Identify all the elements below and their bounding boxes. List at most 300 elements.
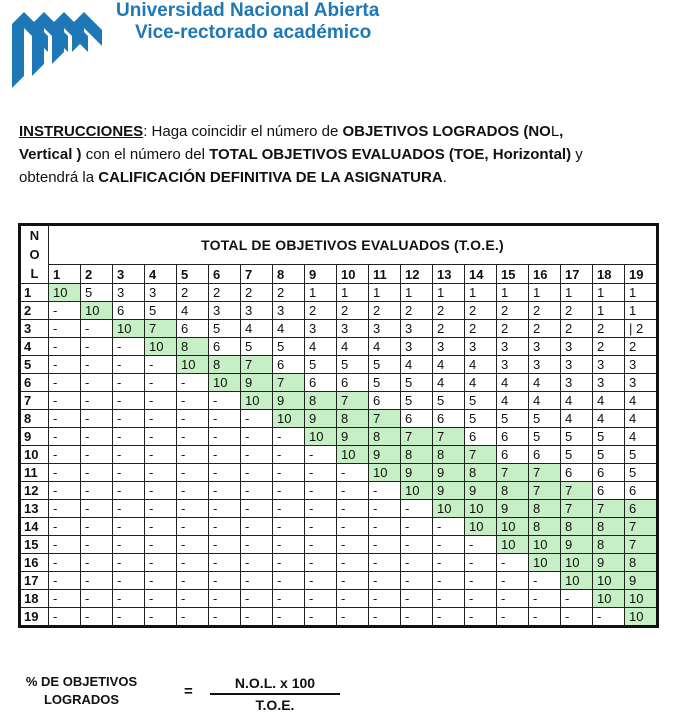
- grade-cell: -: [465, 536, 497, 554]
- grade-cell: 3: [593, 356, 625, 374]
- grade-cell: -: [49, 554, 81, 572]
- grade-cell: 10: [241, 392, 273, 410]
- grade-cell: -: [81, 338, 113, 356]
- grade-cell: -: [369, 554, 401, 572]
- grade-cell: -: [273, 536, 305, 554]
- grade-cell: 3: [625, 356, 658, 374]
- grade-cell: -: [113, 590, 145, 608]
- grade-cell: -: [273, 590, 305, 608]
- grade-cell: -: [49, 608, 81, 627]
- grade-cell: 6: [273, 356, 305, 374]
- instructions-bold-3: TOTAL OBJETIVOS EVALUADOS (TOE, Horizontal): [209, 146, 572, 163]
- grade-cell: 4: [465, 374, 497, 392]
- grade-cell: -: [337, 518, 369, 536]
- grade-cell: 5: [433, 392, 465, 410]
- grade-cell: -: [49, 536, 81, 554]
- grade-cell: -: [337, 554, 369, 572]
- grade-cell: -: [145, 356, 177, 374]
- grade-cell: -: [209, 392, 241, 410]
- grade-cell: -: [113, 500, 145, 518]
- grade-cell: 3: [593, 374, 625, 392]
- table-row: [20, 410, 658, 428]
- row-number: 4: [20, 338, 49, 356]
- grade-cell: -: [273, 464, 305, 482]
- grade-cell: 3: [401, 320, 433, 338]
- grade-cell: 9: [273, 392, 305, 410]
- grade-cell: -: [81, 374, 113, 392]
- formula-denominator: T.O.E.: [255, 697, 295, 713]
- grade-cell: -: [81, 536, 113, 554]
- grade-cell: 6: [337, 374, 369, 392]
- grade-cell: -: [401, 554, 433, 572]
- table-row: [20, 320, 658, 338]
- grade-cell: 3: [529, 356, 561, 374]
- grade-cell: -: [145, 554, 177, 572]
- row-number: 8: [20, 410, 49, 428]
- grade-cell: -: [369, 518, 401, 536]
- grade-cell: -: [337, 572, 369, 590]
- grade-cell: 9: [305, 410, 337, 428]
- grade-cell: 5: [625, 446, 658, 464]
- column-number: 11: [369, 265, 401, 284]
- row-number: 5: [20, 356, 49, 374]
- grade-cell: -: [177, 518, 209, 536]
- grade-cell: 2: [593, 338, 625, 356]
- grade-cell: 1: [369, 284, 401, 302]
- grade-cell: 9: [625, 572, 658, 590]
- table-row: [20, 302, 658, 320]
- grade-cell: 7: [241, 356, 273, 374]
- grade-cell: 4: [305, 338, 337, 356]
- grade-cell: -: [305, 500, 337, 518]
- grade-cell: -: [401, 608, 433, 627]
- grade-cell: 10: [49, 284, 81, 302]
- grade-cell: 10: [561, 554, 593, 572]
- table-row: [20, 464, 658, 482]
- grade-cell: -: [401, 572, 433, 590]
- grade-cell: -: [209, 590, 241, 608]
- grade-cell: 8: [529, 500, 561, 518]
- grade-cell: -: [433, 536, 465, 554]
- grade-cell: 5: [241, 338, 273, 356]
- grade-cell: -: [433, 590, 465, 608]
- column-number: 6: [209, 265, 241, 284]
- grade-cell: -: [81, 428, 113, 446]
- grade-cell: 1: [625, 284, 658, 302]
- grade-cell: -: [113, 572, 145, 590]
- column-number: 18: [593, 265, 625, 284]
- formula: [24, 673, 384, 718]
- grade-cell: 1: [305, 284, 337, 302]
- grade-cell: 8: [561, 518, 593, 536]
- grade-cell: -: [241, 464, 273, 482]
- grade-cell: 7: [401, 428, 433, 446]
- grade-cell: 9: [497, 500, 529, 518]
- grade-cell: 9: [369, 446, 401, 464]
- grade-cell: 5: [145, 302, 177, 320]
- grade-cell: 7: [625, 536, 658, 554]
- column-number: 8: [273, 265, 305, 284]
- row-number: 17: [20, 572, 49, 590]
- grade-cell: -: [81, 572, 113, 590]
- grade-cell: -: [177, 482, 209, 500]
- grade-cell: -: [209, 464, 241, 482]
- grade-cell: -: [273, 446, 305, 464]
- grade-cell: -: [177, 572, 209, 590]
- grade-cell: 4: [625, 428, 658, 446]
- grade-cell: 3: [145, 284, 177, 302]
- grade-cell: 7: [465, 446, 497, 464]
- grade-cell: 3: [369, 320, 401, 338]
- grade-cell: 4: [465, 356, 497, 374]
- formula-fraction: [210, 675, 340, 713]
- grade-cell: 1: [593, 302, 625, 320]
- grade-cell: 6: [625, 482, 658, 500]
- grade-cell: -: [81, 446, 113, 464]
- grade-cell: -: [401, 518, 433, 536]
- grade-cell: 3: [561, 356, 593, 374]
- grade-cell: -: [81, 500, 113, 518]
- column-number: 19: [625, 265, 658, 284]
- grade-cell: 2: [529, 320, 561, 338]
- grade-cell: -: [49, 410, 81, 428]
- grade-cell: -: [177, 392, 209, 410]
- formula-label: [24, 673, 139, 709]
- grade-cell: 10: [433, 500, 465, 518]
- grade-cell: -: [337, 608, 369, 627]
- grade-cell: -: [561, 590, 593, 608]
- grade-cell: -: [145, 518, 177, 536]
- grade-cell: -: [241, 590, 273, 608]
- grade-cell: 2: [337, 302, 369, 320]
- grade-cell: 4: [561, 392, 593, 410]
- grade-cell: 10: [465, 500, 497, 518]
- grade-cell: 4: [497, 392, 529, 410]
- grade-cell: -: [113, 392, 145, 410]
- grade-cell: 6: [625, 500, 658, 518]
- grade-cell: -: [81, 356, 113, 374]
- column-number: 1: [49, 265, 81, 284]
- grade-cell: 1: [625, 302, 658, 320]
- grade-cell: -: [433, 554, 465, 572]
- grade-cell: -: [529, 590, 561, 608]
- row-number: 11: [20, 464, 49, 482]
- grade-cell: -: [305, 554, 337, 572]
- grade-cell: -: [49, 500, 81, 518]
- grade-cell: -: [241, 536, 273, 554]
- grade-cell: -: [49, 392, 81, 410]
- grade-cell: 8: [401, 446, 433, 464]
- grade-cell: 8: [497, 482, 529, 500]
- grade-cell: 4: [401, 356, 433, 374]
- grade-cell: 5: [209, 320, 241, 338]
- grade-cell: 10: [497, 536, 529, 554]
- grade-cell: -: [49, 428, 81, 446]
- grade-cell: 4: [625, 392, 658, 410]
- grade-cell: 9: [433, 464, 465, 482]
- table-row: [20, 518, 658, 536]
- grade-cell: 3: [209, 302, 241, 320]
- grade-cell: 10: [529, 554, 561, 572]
- toe-title: TOTAL DE OBJETIVOS EVALUADOS (T.O.E.): [49, 225, 658, 265]
- grade-cell: 5: [529, 428, 561, 446]
- grade-table-container: [18, 223, 659, 628]
- grade-cell: 10: [401, 482, 433, 500]
- grade-cell: -: [81, 410, 113, 428]
- grade-cell: 2: [497, 320, 529, 338]
- instructions-bold-1: OBJETIVOS LOGRADOS (NO: [342, 123, 551, 140]
- grade-cell: -: [465, 554, 497, 572]
- grade-cell: 9: [561, 536, 593, 554]
- grade-cell: -: [209, 608, 241, 627]
- grade-cell: -: [209, 536, 241, 554]
- grade-cell: 4: [497, 374, 529, 392]
- row-number: 13: [20, 500, 49, 518]
- grade-cell: 5: [593, 428, 625, 446]
- grade-cell: -: [337, 500, 369, 518]
- grade-cell: -: [497, 590, 529, 608]
- grade-cell: -: [113, 554, 145, 572]
- grade-cell: -: [49, 374, 81, 392]
- grade-cell: -: [561, 608, 593, 627]
- grade-cell: 3: [561, 374, 593, 392]
- grade-cell: -: [369, 590, 401, 608]
- grade-cell: 4: [529, 392, 561, 410]
- grade-cell: 6: [593, 482, 625, 500]
- grade-cell: -: [177, 428, 209, 446]
- grade-cell: -: [273, 572, 305, 590]
- grade-cell: 3: [465, 338, 497, 356]
- grade-cell: 10: [81, 302, 113, 320]
- grade-cell: -: [241, 482, 273, 500]
- grade-cell: 5: [305, 356, 337, 374]
- grade-cell: -: [209, 554, 241, 572]
- grade-cell: -: [113, 374, 145, 392]
- grade-cell: -: [49, 356, 81, 374]
- grade-cell: -: [241, 518, 273, 536]
- grade-cell: -: [433, 518, 465, 536]
- grade-cell: 10: [177, 356, 209, 374]
- grade-cell: 7: [561, 482, 593, 500]
- table-row: [20, 500, 658, 518]
- grade-cell: -: [273, 500, 305, 518]
- instructions-bold-1c: ,: [559, 123, 564, 140]
- grade-cell: -: [209, 410, 241, 428]
- grade-cell: 4: [593, 392, 625, 410]
- grade-cell: -: [177, 554, 209, 572]
- grade-cell: 2: [529, 302, 561, 320]
- grade-cell: 4: [529, 374, 561, 392]
- grade-cell: 5: [561, 446, 593, 464]
- grade-cell: 1: [561, 284, 593, 302]
- grade-cell: -: [49, 464, 81, 482]
- grade-cell: 2: [177, 284, 209, 302]
- grade-cell: 6: [177, 320, 209, 338]
- grade-cell: -: [81, 518, 113, 536]
- grade-cell: 8: [593, 518, 625, 536]
- grade-cell: -: [113, 518, 145, 536]
- row-number: 9: [20, 428, 49, 446]
- grade-cell: -: [209, 428, 241, 446]
- grade-cell: 8: [625, 554, 658, 572]
- grade-cell: -: [113, 608, 145, 627]
- row-number: 15: [20, 536, 49, 554]
- column-number: 12: [401, 265, 433, 284]
- grade-cell: -: [305, 608, 337, 627]
- column-number: 2: [81, 265, 113, 284]
- grade-cell: 2: [625, 338, 658, 356]
- grade-cell: -: [209, 572, 241, 590]
- nol-letter: L: [30, 266, 39, 281]
- grade-cell: -: [369, 572, 401, 590]
- grade-cell: -: [177, 608, 209, 627]
- instructions-lead: INSTRUCCIONES: [19, 123, 144, 140]
- grade-cell: -: [273, 518, 305, 536]
- grade-cell: -: [113, 410, 145, 428]
- grade-cell: 1: [529, 284, 561, 302]
- row-number: 14: [20, 518, 49, 536]
- grade-cell: -: [305, 590, 337, 608]
- grade-cell: -: [241, 608, 273, 627]
- grade-cell: -: [177, 590, 209, 608]
- grade-cell: -: [529, 572, 561, 590]
- grade-cell: -: [49, 320, 81, 338]
- grade-cell: -: [401, 536, 433, 554]
- grade-cell: 7: [529, 464, 561, 482]
- grade-cell: -: [81, 482, 113, 500]
- grade-cell: -: [81, 554, 113, 572]
- grade-cell: -: [465, 608, 497, 627]
- grade-cell: 6: [497, 446, 529, 464]
- grade-cell: 8: [305, 392, 337, 410]
- grade-cell: 4: [337, 338, 369, 356]
- grade-cell: -: [49, 572, 81, 590]
- grade-cell: -: [49, 446, 81, 464]
- grade-cell: 4: [561, 410, 593, 428]
- grade-cell: -: [177, 536, 209, 554]
- grade-cell: 10: [337, 446, 369, 464]
- grade-cell: -: [369, 500, 401, 518]
- grade-cell: 1: [465, 284, 497, 302]
- table-header-row: [20, 225, 658, 265]
- grade-cell: -: [177, 446, 209, 464]
- grade-cell: 3: [241, 302, 273, 320]
- column-number: 14: [465, 265, 497, 284]
- grade-cell: -: [273, 428, 305, 446]
- row-number: 6: [20, 374, 49, 392]
- grade-cell: -: [305, 572, 337, 590]
- grade-cell: 5: [369, 356, 401, 374]
- instructions-bold-4: CALIFICACIÓN DEFINITIVA DE LA ASIGNATURA: [98, 169, 443, 186]
- grade-cell: 6: [305, 374, 337, 392]
- grade-cell: 2: [401, 302, 433, 320]
- table-row: [20, 338, 658, 356]
- grade-cell: 4: [177, 302, 209, 320]
- grade-cell: 2: [497, 302, 529, 320]
- grade-cell: 4: [241, 320, 273, 338]
- grade-cell: -: [113, 428, 145, 446]
- grade-cell: -: [401, 500, 433, 518]
- grade-cell: 5: [465, 410, 497, 428]
- grade-cell: 3: [305, 320, 337, 338]
- university-logo: [8, 4, 104, 88]
- grade-cell: 7: [593, 500, 625, 518]
- grade-cell: 10: [305, 428, 337, 446]
- grade-cell: 4: [273, 320, 305, 338]
- grade-cell: 2: [241, 284, 273, 302]
- grade-cell: 5: [273, 338, 305, 356]
- grade-cell: -: [113, 356, 145, 374]
- grade-cell: 5: [401, 374, 433, 392]
- column-number: 5: [177, 265, 209, 284]
- grade-cell: 8: [529, 518, 561, 536]
- grade-cell: -: [497, 572, 529, 590]
- grade-cell: -: [145, 446, 177, 464]
- grade-cell: -: [337, 590, 369, 608]
- grade-cell: 6: [465, 428, 497, 446]
- grade-cell: -: [209, 446, 241, 464]
- grade-cell: 8: [209, 356, 241, 374]
- grade-cell: -: [145, 464, 177, 482]
- grade-cell: 2: [561, 320, 593, 338]
- grade-cell: -: [81, 464, 113, 482]
- row-number: 19: [20, 608, 49, 627]
- grade-cell: -: [305, 464, 337, 482]
- grade-cell: -: [49, 302, 81, 320]
- grade-cell: -: [401, 590, 433, 608]
- column-number: 17: [561, 265, 593, 284]
- row-number: 3: [20, 320, 49, 338]
- grade-cell: -: [241, 554, 273, 572]
- grade-cell: -: [145, 374, 177, 392]
- grade-cell: -: [337, 536, 369, 554]
- grade-cell: -: [273, 608, 305, 627]
- grade-cell: 6: [113, 302, 145, 320]
- row-number: 16: [20, 554, 49, 572]
- grade-cell: 10: [465, 518, 497, 536]
- grade-cell: 4: [433, 356, 465, 374]
- row-number: 18: [20, 590, 49, 608]
- grade-cell: 5: [593, 446, 625, 464]
- table-row: [20, 590, 658, 608]
- grade-cell: -: [177, 410, 209, 428]
- row-number: 7: [20, 392, 49, 410]
- nol-header: [20, 225, 49, 284]
- grade-cell: -: [241, 428, 273, 446]
- grade-cell: -: [241, 446, 273, 464]
- grade-cell: -: [49, 590, 81, 608]
- grade-cell: 10: [593, 572, 625, 590]
- grade-cell: 5: [561, 428, 593, 446]
- grade-cell: 5: [369, 374, 401, 392]
- grade-cell: 6: [593, 464, 625, 482]
- formula-equals: =: [184, 683, 193, 700]
- grade-cell: -: [145, 392, 177, 410]
- grade-cell: -: [113, 482, 145, 500]
- instructions-bold-2: Vertical ): [19, 146, 82, 163]
- grade-cell: 7: [337, 392, 369, 410]
- grade-cell: -: [465, 572, 497, 590]
- grade-cell: 8: [369, 428, 401, 446]
- grade-cell: 7: [145, 320, 177, 338]
- grade-cell: 3: [113, 284, 145, 302]
- grade-cell: -: [593, 608, 625, 627]
- grade-cell: 1: [593, 284, 625, 302]
- nol-letter: N: [29, 228, 40, 243]
- grade-cell: 2: [433, 320, 465, 338]
- grade-cell: -: [145, 608, 177, 627]
- formula-numerator: N.O.L. x 100: [210, 675, 340, 695]
